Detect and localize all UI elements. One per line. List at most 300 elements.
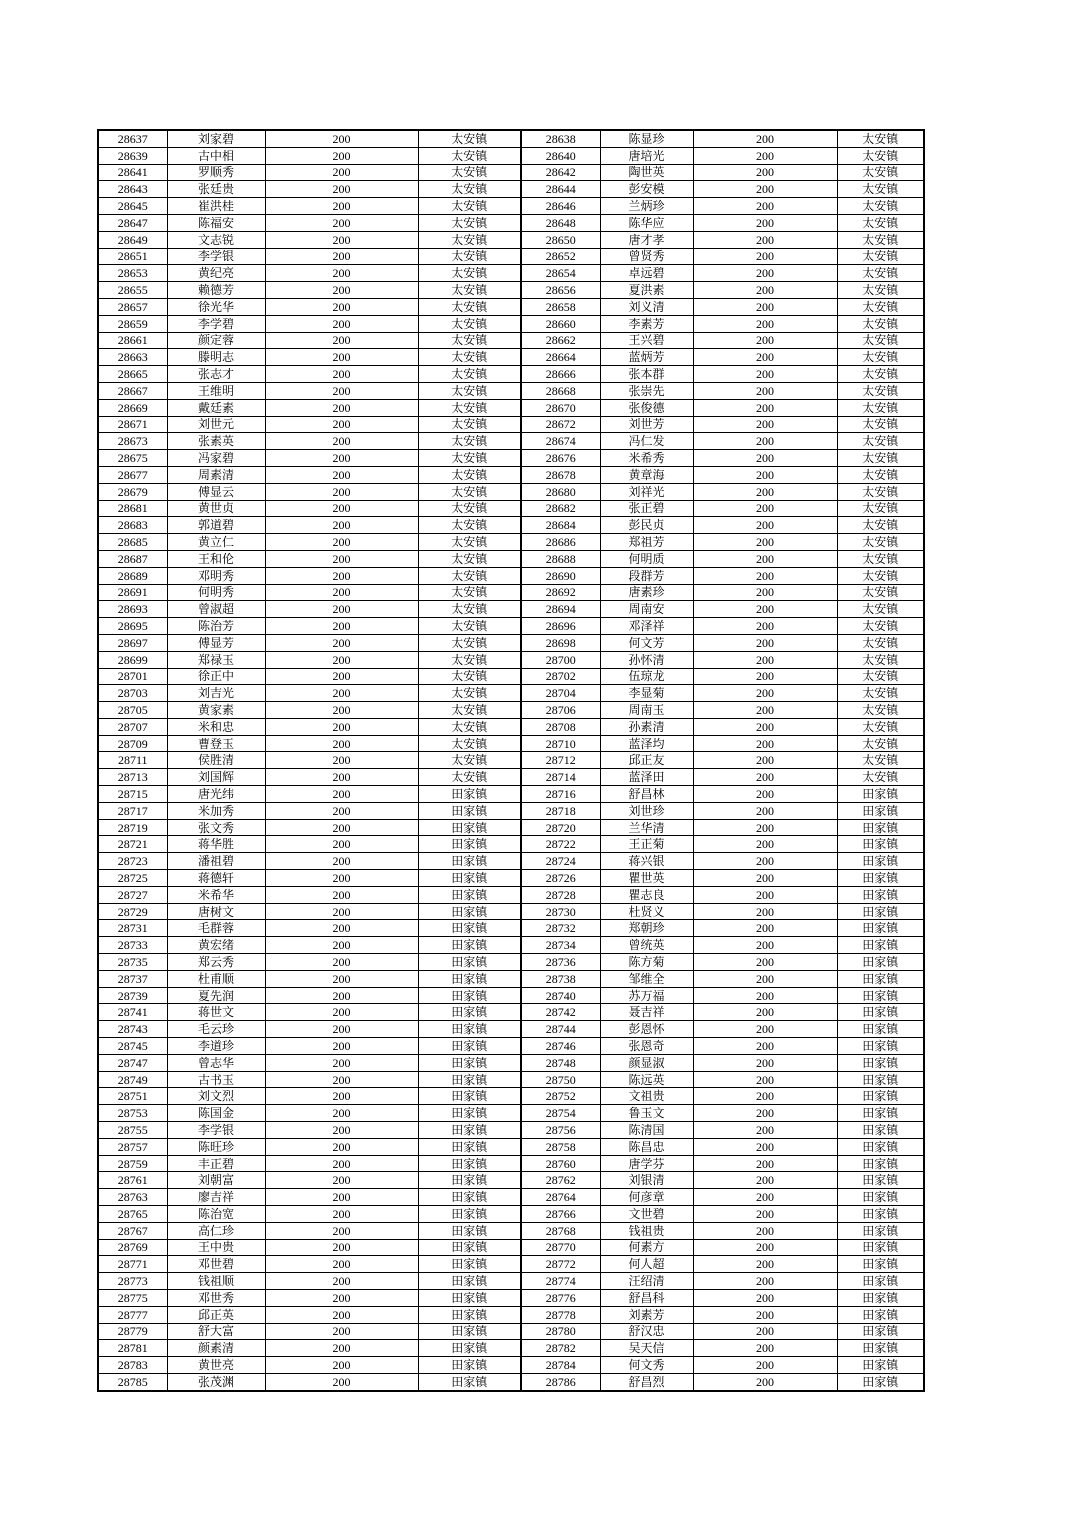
name-cell: 邱正友 bbox=[600, 752, 693, 769]
id-cell: 28767 bbox=[98, 1222, 167, 1239]
town-cell: 太安镇 bbox=[418, 349, 521, 366]
id-cell: 28764 bbox=[521, 1189, 600, 1206]
id-cell: 28766 bbox=[521, 1206, 600, 1223]
id-cell: 28674 bbox=[521, 433, 600, 450]
town-cell: 田家镇 bbox=[418, 802, 521, 819]
town-cell: 太安镇 bbox=[837, 164, 924, 181]
table-row bbox=[98, 954, 924, 971]
amount-cell: 200 bbox=[265, 500, 418, 517]
amount-cell: 200 bbox=[265, 668, 418, 685]
town-cell: 田家镇 bbox=[837, 937, 924, 954]
town-cell: 田家镇 bbox=[418, 1273, 521, 1290]
town-cell: 太安镇 bbox=[418, 550, 521, 567]
town-cell: 太安镇 bbox=[418, 164, 521, 181]
name-cell: 郭道碧 bbox=[167, 517, 265, 534]
table-row bbox=[98, 920, 924, 937]
id-cell: 28761 bbox=[98, 1172, 167, 1189]
town-cell: 田家镇 bbox=[837, 1054, 924, 1071]
amount-cell: 200 bbox=[265, 1373, 418, 1390]
amount-cell: 200 bbox=[265, 416, 418, 433]
name-cell: 蓝泽田 bbox=[600, 769, 693, 786]
name-cell: 蒋华胜 bbox=[167, 836, 265, 853]
amount-cell: 200 bbox=[265, 1273, 418, 1290]
amount-cell: 200 bbox=[265, 920, 418, 937]
name-cell: 杜甫顺 bbox=[167, 970, 265, 987]
amount-cell: 200 bbox=[693, 987, 837, 1004]
table-row bbox=[98, 298, 924, 315]
town-cell: 田家镇 bbox=[418, 1323, 521, 1340]
amount-cell: 200 bbox=[693, 970, 837, 987]
amount-cell: 200 bbox=[693, 416, 837, 433]
id-cell: 28694 bbox=[521, 601, 600, 618]
id-cell: 28662 bbox=[521, 332, 600, 349]
name-cell: 陈清国 bbox=[600, 1122, 693, 1139]
town-cell: 太安镇 bbox=[418, 298, 521, 315]
name-cell: 舒汉忠 bbox=[600, 1323, 693, 1340]
name-cell: 黄家素 bbox=[167, 702, 265, 719]
name-cell: 孙怀清 bbox=[600, 651, 693, 668]
town-cell: 田家镇 bbox=[418, 903, 521, 920]
amount-cell: 200 bbox=[693, 937, 837, 954]
name-cell: 曾贤秀 bbox=[600, 248, 693, 265]
amount-cell: 200 bbox=[265, 702, 418, 719]
id-cell: 28727 bbox=[98, 886, 167, 903]
town-cell: 太安镇 bbox=[418, 416, 521, 433]
id-cell: 28738 bbox=[521, 970, 600, 987]
id-cell: 28691 bbox=[98, 584, 167, 601]
id-cell: 28735 bbox=[98, 954, 167, 971]
table-row bbox=[98, 853, 924, 870]
id-cell: 28650 bbox=[521, 231, 600, 248]
amount-cell: 200 bbox=[693, 332, 837, 349]
amount-cell: 200 bbox=[265, 1021, 418, 1038]
town-cell: 田家镇 bbox=[837, 786, 924, 803]
id-cell: 28716 bbox=[521, 786, 600, 803]
town-cell: 田家镇 bbox=[418, 1071, 521, 1088]
town-cell: 太安镇 bbox=[837, 231, 924, 248]
table-row bbox=[98, 130, 924, 147]
name-cell: 郑禄玉 bbox=[167, 651, 265, 668]
name-cell: 陈显珍 bbox=[600, 130, 693, 147]
id-cell: 28720 bbox=[521, 819, 600, 836]
name-cell: 刘素芳 bbox=[600, 1306, 693, 1323]
town-cell: 太安镇 bbox=[418, 483, 521, 500]
id-cell: 28721 bbox=[98, 836, 167, 853]
town-cell: 田家镇 bbox=[418, 1289, 521, 1306]
id-cell: 28684 bbox=[521, 517, 600, 534]
id-cell: 28655 bbox=[98, 282, 167, 299]
amount-cell: 200 bbox=[265, 147, 418, 164]
id-cell: 28683 bbox=[98, 517, 167, 534]
town-cell: 田家镇 bbox=[837, 1021, 924, 1038]
id-cell: 28679 bbox=[98, 483, 167, 500]
id-cell: 28668 bbox=[521, 382, 600, 399]
id-cell: 28730 bbox=[521, 903, 600, 920]
amount-cell: 200 bbox=[693, 1004, 837, 1021]
table-row bbox=[98, 1004, 924, 1021]
table-row bbox=[98, 1306, 924, 1323]
id-cell: 28754 bbox=[521, 1105, 600, 1122]
name-cell: 苏万福 bbox=[600, 987, 693, 1004]
id-cell: 28714 bbox=[521, 769, 600, 786]
town-cell: 太安镇 bbox=[418, 466, 521, 483]
town-cell: 田家镇 bbox=[418, 819, 521, 836]
name-cell: 颜定蓉 bbox=[167, 332, 265, 349]
amount-cell: 200 bbox=[693, 466, 837, 483]
town-cell: 田家镇 bbox=[837, 1206, 924, 1223]
amount-cell: 200 bbox=[693, 1306, 837, 1323]
table-row bbox=[98, 786, 924, 803]
id-cell: 28747 bbox=[98, 1054, 167, 1071]
name-cell: 张茂渊 bbox=[167, 1373, 265, 1390]
name-cell: 夏洪素 bbox=[600, 282, 693, 299]
town-cell: 太安镇 bbox=[418, 181, 521, 198]
town-cell: 太安镇 bbox=[837, 315, 924, 332]
amount-cell: 200 bbox=[693, 634, 837, 651]
id-cell: 28703 bbox=[98, 685, 167, 702]
id-cell: 28739 bbox=[98, 987, 167, 1004]
town-cell: 太安镇 bbox=[418, 433, 521, 450]
id-cell: 28706 bbox=[521, 702, 600, 719]
name-cell: 黄宏绪 bbox=[167, 937, 265, 954]
town-cell: 太安镇 bbox=[418, 651, 521, 668]
town-cell: 田家镇 bbox=[837, 1239, 924, 1256]
town-cell: 太安镇 bbox=[418, 567, 521, 584]
amount-cell: 200 bbox=[693, 198, 837, 215]
name-cell: 陈治宽 bbox=[167, 1206, 265, 1223]
id-cell: 28689 bbox=[98, 567, 167, 584]
id-cell: 28755 bbox=[98, 1122, 167, 1139]
town-cell: 太安镇 bbox=[418, 399, 521, 416]
town-cell: 田家镇 bbox=[418, 1004, 521, 1021]
name-cell: 邓泽祥 bbox=[600, 618, 693, 635]
name-cell: 彭民贞 bbox=[600, 517, 693, 534]
town-cell: 田家镇 bbox=[418, 1222, 521, 1239]
table-row bbox=[98, 1273, 924, 1290]
town-cell: 田家镇 bbox=[837, 1306, 924, 1323]
name-cell: 王和伦 bbox=[167, 550, 265, 567]
amount-cell: 200 bbox=[265, 618, 418, 635]
name-cell: 颜显淑 bbox=[600, 1054, 693, 1071]
table-row bbox=[98, 1357, 924, 1374]
town-cell: 田家镇 bbox=[837, 1222, 924, 1239]
amount-cell: 200 bbox=[265, 1172, 418, 1189]
id-cell: 28725 bbox=[98, 870, 167, 887]
table-row bbox=[98, 668, 924, 685]
id-cell: 28762 bbox=[521, 1172, 600, 1189]
name-cell: 王正菊 bbox=[600, 836, 693, 853]
amount-cell: 200 bbox=[265, 517, 418, 534]
town-cell: 田家镇 bbox=[418, 853, 521, 870]
id-cell: 28671 bbox=[98, 416, 167, 433]
amount-cell: 200 bbox=[693, 265, 837, 282]
amount-cell: 200 bbox=[693, 1172, 837, 1189]
id-cell: 28664 bbox=[521, 349, 600, 366]
town-cell: 太安镇 bbox=[418, 332, 521, 349]
id-cell: 28729 bbox=[98, 903, 167, 920]
amount-cell: 200 bbox=[265, 1155, 418, 1172]
town-cell: 田家镇 bbox=[418, 1021, 521, 1038]
table-row bbox=[98, 937, 924, 954]
table-row bbox=[98, 1189, 924, 1206]
id-cell: 28651 bbox=[98, 248, 167, 265]
town-cell: 太安镇 bbox=[837, 769, 924, 786]
name-cell: 徐光华 bbox=[167, 298, 265, 315]
id-cell: 28696 bbox=[521, 618, 600, 635]
name-cell: 王兴碧 bbox=[600, 332, 693, 349]
name-cell: 伍琼龙 bbox=[600, 668, 693, 685]
town-cell: 太安镇 bbox=[418, 248, 521, 265]
name-cell: 王中贵 bbox=[167, 1239, 265, 1256]
name-cell: 段群芳 bbox=[600, 567, 693, 584]
id-cell: 28724 bbox=[521, 853, 600, 870]
town-cell: 田家镇 bbox=[837, 1138, 924, 1155]
id-cell: 28663 bbox=[98, 349, 167, 366]
town-cell: 田家镇 bbox=[418, 836, 521, 853]
name-cell: 李学银 bbox=[167, 248, 265, 265]
table-row bbox=[98, 819, 924, 836]
id-cell: 28719 bbox=[98, 819, 167, 836]
town-cell: 田家镇 bbox=[418, 1357, 521, 1374]
amount-cell: 200 bbox=[693, 550, 837, 567]
amount-cell: 200 bbox=[693, 1038, 837, 1055]
name-cell: 舒昌科 bbox=[600, 1289, 693, 1306]
amount-cell: 200 bbox=[265, 181, 418, 198]
town-cell: 太安镇 bbox=[418, 147, 521, 164]
town-cell: 太安镇 bbox=[837, 198, 924, 215]
name-cell: 张文秀 bbox=[167, 819, 265, 836]
id-cell: 28688 bbox=[521, 550, 600, 567]
town-cell: 田家镇 bbox=[418, 786, 521, 803]
name-cell: 曾志华 bbox=[167, 1054, 265, 1071]
table-row bbox=[98, 231, 924, 248]
id-cell: 28737 bbox=[98, 970, 167, 987]
amount-cell: 200 bbox=[265, 1138, 418, 1155]
amount-cell: 200 bbox=[693, 769, 837, 786]
table-row bbox=[98, 601, 924, 618]
name-cell: 舒大富 bbox=[167, 1323, 265, 1340]
name-cell: 舒昌烈 bbox=[600, 1373, 693, 1390]
name-cell: 陈远英 bbox=[600, 1071, 693, 1088]
amount-cell: 200 bbox=[693, 786, 837, 803]
town-cell: 田家镇 bbox=[418, 1038, 521, 1055]
id-cell: 28637 bbox=[98, 130, 167, 147]
town-cell: 田家镇 bbox=[418, 1189, 521, 1206]
name-cell: 兰华清 bbox=[600, 819, 693, 836]
town-cell: 田家镇 bbox=[418, 870, 521, 887]
id-cell: 28779 bbox=[98, 1323, 167, 1340]
id-cell: 28753 bbox=[98, 1105, 167, 1122]
amount-cell: 200 bbox=[693, 1357, 837, 1374]
id-cell: 28654 bbox=[521, 265, 600, 282]
town-cell: 太安镇 bbox=[837, 534, 924, 551]
amount-cell: 200 bbox=[265, 1122, 418, 1139]
id-cell: 28712 bbox=[521, 752, 600, 769]
amount-cell: 200 bbox=[693, 1239, 837, 1256]
name-cell: 丰正碧 bbox=[167, 1155, 265, 1172]
name-cell: 蓝炳芳 bbox=[600, 349, 693, 366]
table-row bbox=[98, 634, 924, 651]
id-cell: 28745 bbox=[98, 1038, 167, 1055]
table-row bbox=[98, 651, 924, 668]
amount-cell: 200 bbox=[693, 500, 837, 517]
town-cell: 太安镇 bbox=[837, 248, 924, 265]
table-row bbox=[98, 970, 924, 987]
amount-cell: 200 bbox=[693, 1273, 837, 1290]
town-cell: 太安镇 bbox=[418, 265, 521, 282]
id-cell: 28776 bbox=[521, 1289, 600, 1306]
name-cell: 赖德芳 bbox=[167, 282, 265, 299]
name-cell: 侯胜清 bbox=[167, 752, 265, 769]
name-cell: 何文芳 bbox=[600, 634, 693, 651]
amount-cell: 200 bbox=[693, 886, 837, 903]
town-cell: 太安镇 bbox=[418, 752, 521, 769]
name-cell: 陈华应 bbox=[600, 214, 693, 231]
id-cell: 28673 bbox=[98, 433, 167, 450]
id-cell: 28680 bbox=[521, 483, 600, 500]
table-row bbox=[98, 214, 924, 231]
amount-cell: 200 bbox=[265, 130, 418, 147]
town-cell: 田家镇 bbox=[837, 1155, 924, 1172]
amount-cell: 200 bbox=[265, 634, 418, 651]
table-row bbox=[98, 1289, 924, 1306]
town-cell: 田家镇 bbox=[418, 1373, 521, 1390]
town-cell: 田家镇 bbox=[418, 954, 521, 971]
table-row bbox=[98, 315, 924, 332]
id-cell: 28717 bbox=[98, 802, 167, 819]
town-cell: 太安镇 bbox=[418, 618, 521, 635]
id-cell: 28759 bbox=[98, 1155, 167, 1172]
name-cell: 文世碧 bbox=[600, 1206, 693, 1223]
id-cell: 28669 bbox=[98, 399, 167, 416]
amount-cell: 200 bbox=[693, 399, 837, 416]
amount-cell: 200 bbox=[693, 870, 837, 887]
town-cell: 太安镇 bbox=[418, 500, 521, 517]
town-cell: 太安镇 bbox=[418, 685, 521, 702]
amount-cell: 200 bbox=[265, 1189, 418, 1206]
id-cell: 28723 bbox=[98, 853, 167, 870]
town-cell: 田家镇 bbox=[837, 1122, 924, 1139]
name-cell: 蓝泽均 bbox=[600, 735, 693, 752]
table-row bbox=[98, 1172, 924, 1189]
name-cell: 黄立仁 bbox=[167, 534, 265, 551]
amount-cell: 200 bbox=[693, 1138, 837, 1155]
amount-cell: 200 bbox=[265, 349, 418, 366]
amount-cell: 200 bbox=[693, 567, 837, 584]
id-cell: 28763 bbox=[98, 1189, 167, 1206]
id-cell: 28773 bbox=[98, 1273, 167, 1290]
amount-cell: 200 bbox=[693, 601, 837, 618]
name-cell: 郑祖芳 bbox=[600, 534, 693, 551]
table-row bbox=[98, 366, 924, 383]
amount-cell: 200 bbox=[265, 315, 418, 332]
name-cell: 陈方菊 bbox=[600, 954, 693, 971]
name-cell: 张本群 bbox=[600, 366, 693, 383]
amount-cell: 200 bbox=[693, 836, 837, 853]
id-cell: 28697 bbox=[98, 634, 167, 651]
name-cell: 潘祖碧 bbox=[167, 853, 265, 870]
name-cell: 罗顺秀 bbox=[167, 164, 265, 181]
town-cell: 太安镇 bbox=[418, 735, 521, 752]
amount-cell: 200 bbox=[693, 1323, 837, 1340]
amount-cell: 200 bbox=[265, 937, 418, 954]
amount-cell: 200 bbox=[693, 248, 837, 265]
town-cell: 太安镇 bbox=[837, 382, 924, 399]
town-cell: 田家镇 bbox=[837, 970, 924, 987]
town-cell: 太安镇 bbox=[837, 181, 924, 198]
amount-cell: 200 bbox=[693, 130, 837, 147]
amount-cell: 200 bbox=[265, 1105, 418, 1122]
amount-cell: 200 bbox=[265, 1357, 418, 1374]
town-cell: 太安镇 bbox=[837, 214, 924, 231]
table-row bbox=[98, 567, 924, 584]
name-cell: 陈治芳 bbox=[167, 618, 265, 635]
table-row bbox=[98, 147, 924, 164]
town-cell: 田家镇 bbox=[418, 937, 521, 954]
id-cell: 28645 bbox=[98, 198, 167, 215]
id-cell: 28646 bbox=[521, 198, 600, 215]
id-cell: 28752 bbox=[521, 1088, 600, 1105]
name-cell: 戴廷素 bbox=[167, 399, 265, 416]
table-row bbox=[98, 1021, 924, 1038]
name-cell: 刘世珍 bbox=[600, 802, 693, 819]
id-cell: 28774 bbox=[521, 1273, 600, 1290]
id-cell: 28783 bbox=[98, 1357, 167, 1374]
amount-cell: 200 bbox=[693, 382, 837, 399]
amount-cell: 200 bbox=[265, 836, 418, 853]
town-cell: 田家镇 bbox=[837, 870, 924, 887]
table-row bbox=[98, 1222, 924, 1239]
town-cell: 太安镇 bbox=[837, 416, 924, 433]
id-cell: 28708 bbox=[521, 718, 600, 735]
name-cell: 米加秀 bbox=[167, 802, 265, 819]
town-cell: 太安镇 bbox=[418, 198, 521, 215]
table-row bbox=[98, 987, 924, 1004]
id-cell: 28748 bbox=[521, 1054, 600, 1071]
amount-cell: 200 bbox=[265, 567, 418, 584]
id-cell: 28744 bbox=[521, 1021, 600, 1038]
amount-cell: 200 bbox=[693, 366, 837, 383]
id-cell: 28709 bbox=[98, 735, 167, 752]
id-cell: 28785 bbox=[98, 1373, 167, 1390]
id-cell: 28777 bbox=[98, 1306, 167, 1323]
amount-cell: 200 bbox=[265, 231, 418, 248]
amount-cell: 200 bbox=[693, 735, 837, 752]
town-cell: 田家镇 bbox=[418, 1054, 521, 1071]
name-cell: 刘世芳 bbox=[600, 416, 693, 433]
amount-cell: 200 bbox=[265, 1340, 418, 1357]
amount-cell: 200 bbox=[693, 954, 837, 971]
amount-cell: 200 bbox=[265, 1239, 418, 1256]
amount-cell: 200 bbox=[693, 1071, 837, 1088]
id-cell: 28678 bbox=[521, 466, 600, 483]
town-cell: 太安镇 bbox=[418, 315, 521, 332]
id-cell: 28661 bbox=[98, 332, 167, 349]
id-cell: 28728 bbox=[521, 886, 600, 903]
town-cell: 太安镇 bbox=[837, 500, 924, 517]
amount-cell: 200 bbox=[265, 954, 418, 971]
name-cell: 唐素珍 bbox=[600, 584, 693, 601]
town-cell: 太安镇 bbox=[418, 584, 521, 601]
name-cell: 滕明志 bbox=[167, 349, 265, 366]
id-cell: 28695 bbox=[98, 618, 167, 635]
name-cell: 彭恩怀 bbox=[600, 1021, 693, 1038]
name-cell: 黄世亮 bbox=[167, 1357, 265, 1374]
id-cell: 28770 bbox=[521, 1239, 600, 1256]
amount-cell: 200 bbox=[693, 853, 837, 870]
town-cell: 太安镇 bbox=[837, 366, 924, 383]
id-cell: 28736 bbox=[521, 954, 600, 971]
